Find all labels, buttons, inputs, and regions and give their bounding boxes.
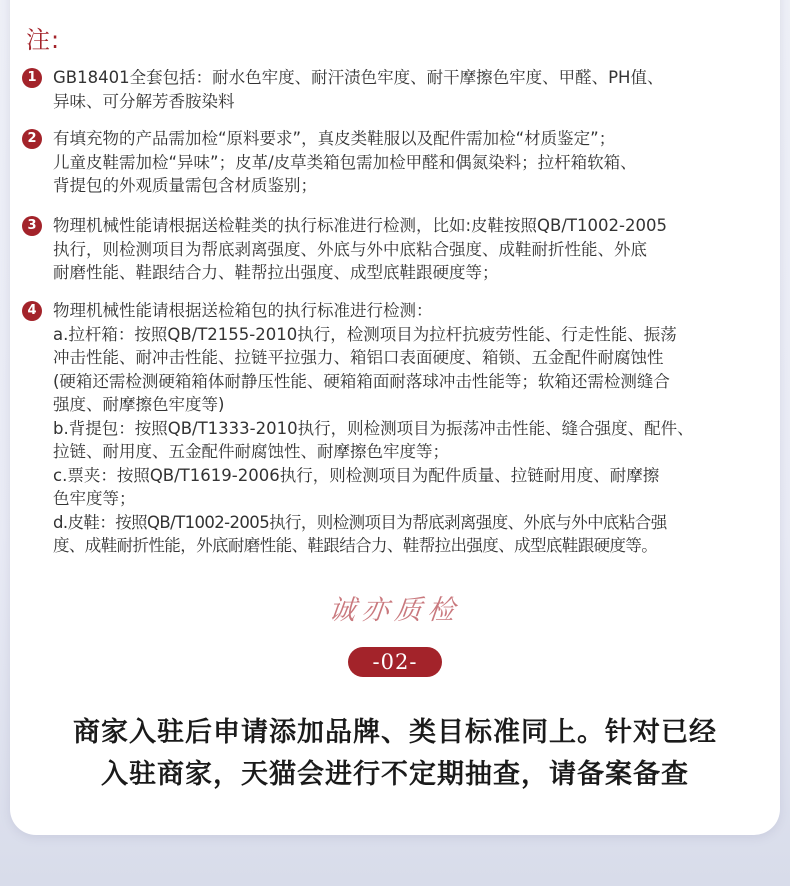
note-line: 拉链、耐用度、五金配件耐腐蚀性、耐摩擦色牢度等；: [53, 442, 449, 461]
note-line: (硬箱还需检测硬箱箱体耐静压性能、硬箱箱面耐落球冲击性能等；软箱还需检测缝合: [53, 371, 670, 391]
note-item-3: [22, 214, 772, 285]
note-line: 执行，则检测项目为帮底剥离强度、外底与外中底粘合强度、成鞋耐折性能、外底: [53, 239, 647, 259]
brand-seal: [0, 588, 790, 627]
note-line: 物理机械性能请根据送检鞋类的执行标准进行检测，比如:皮鞋按照QB/T1002-2005: [53, 216, 667, 235]
notes-title: 注:: [26, 26, 61, 54]
note-line: 异味、可分解芳香胺染料: [53, 91, 235, 111]
note-line: 色牢度等；: [53, 489, 136, 508]
number-badge-icon: 4: [22, 301, 42, 321]
footer-line-1: 商家入驻后申请添加品牌、类目标准同上。针对已经: [73, 717, 717, 748]
note-line: 冲击性能、耐冲击性能、拉链平拉强力、箱铝口表面硬度、箱锁、五金配件耐腐蚀性: [53, 348, 664, 367]
note-line: c.票夹：按照QB/T1619-2006执行，则检测项目为配件质量、拉链耐用度、耐摩擦: [53, 465, 660, 485]
note-line: 儿童皮鞋需加检“异味”；皮革/皮草类箱包需加检甲醛和偶氮染料；拉杆箱软箱、: [53, 152, 637, 172]
note-line: d.皮鞋：按照QB/T1002-2005执行，则检测项目为帮底剥离强度、外底与外中底粘合强: [53, 512, 667, 532]
note-item-4: [22, 299, 772, 558]
note-line: 背提包的外观质量需包含材质鉴别；: [53, 176, 317, 195]
note-item-2: [22, 127, 772, 198]
note-line: 强度、耐摩擦色牢度等): [53, 395, 225, 414]
footer-line-2: 入驻商家，天猫会进行不定期抽查，请备案备查: [101, 759, 689, 790]
note-line: 耐磨性能、鞋跟结合力、鞋帮拉出强度、成型底鞋跟硬度等；: [53, 263, 499, 282]
note-line: 度、成鞋耐折性能，外底耐磨性能、鞋跟结合力、鞋帮拉出强度、成型底鞋跟硬度等。: [53, 536, 658, 555]
note-item-1: [22, 66, 772, 113]
brand-seal-text: 诚亦质检: [327, 595, 463, 626]
note-line: 有填充物的产品需加检“原料要求”，真皮类鞋服以及配件需加检“材质鉴定”；: [53, 129, 616, 148]
note-line: b.背提包：按照QB/T1333-2010执行，则检测项目为振荡冲击性能、缝合强度、配件、: [53, 418, 694, 438]
footer-notice: [0, 712, 790, 796]
number-badge-icon: 2: [22, 129, 42, 149]
number-badge-icon: 3: [22, 216, 42, 236]
section-number-badge: -02-: [348, 647, 442, 677]
note-line: 物理机械性能请根据送检箱包的执行标准进行检测：: [53, 301, 433, 320]
number-badge-icon: 1: [22, 68, 42, 88]
note-line: a.拉杆箱：按照QB/T2155-2010执行，检测项目为拉杆抗疲劳性能、行走性能、振荡: [53, 324, 677, 344]
note-line: GB18401全套包括：耐水色牢度、耐汗渍色牢度、耐干摩擦色牢度、甲醛、PH值、: [53, 68, 664, 87]
